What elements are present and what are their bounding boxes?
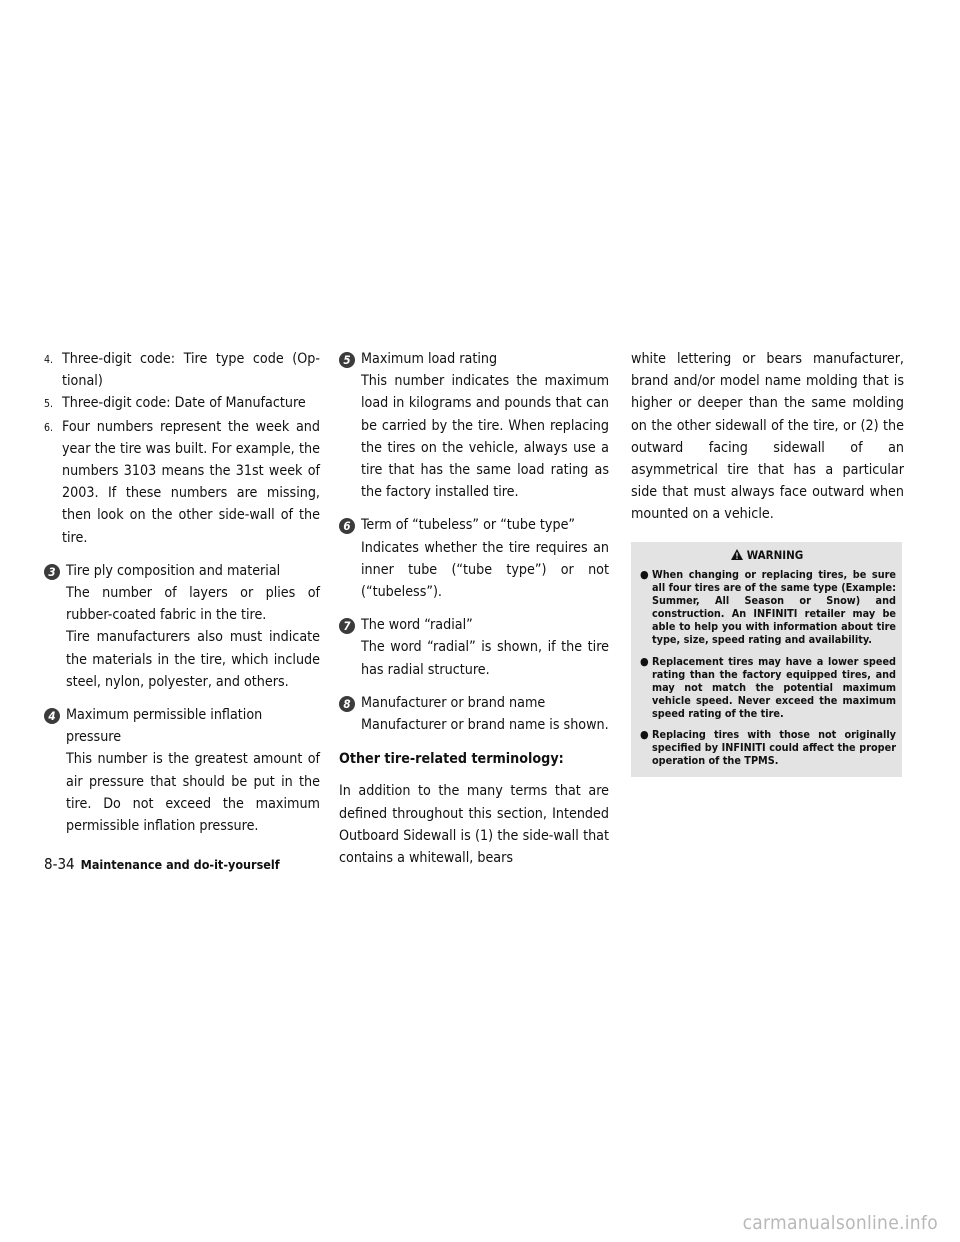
warning-box [631, 542, 902, 777]
column-left [44, 348, 320, 837]
label-item-8 [339, 692, 609, 736]
item-title: Term of “tubeless” or “tube type” [361, 517, 576, 534]
warning-triangle-icon [730, 548, 744, 561]
item-text: Indicates whether the tire requires an inner tube (“tube type”) or not (“tubeless”). [361, 539, 609, 601]
label-item-7 [339, 614, 609, 681]
item-title: Tire ply composition and material [66, 562, 281, 579]
item-text: This number indicates the maximum load in kilograms and pounds that can be carried by the tire. When replacing the tires on the vehicle, always use a tire that has the same load rating as the factory installed tire. [361, 373, 609, 501]
item-title: Maximum permissible inflation pressure [66, 707, 263, 746]
item-text: The number of layers or plies of rubber-coated fabric in the tire. [66, 585, 320, 624]
bullet: ● [640, 654, 649, 668]
label-item-5 [339, 348, 609, 503]
item-number: 5. [44, 398, 54, 411]
item-number: 4. [44, 354, 54, 366]
list-item: ● Replacing tires with those not originally specified by INFINITI could affect the proper operation of the TPMS. [640, 728, 896, 768]
item-title: The word “radial” [361, 617, 473, 634]
subheading: Other tire-related terminology: [339, 751, 564, 768]
list-item [44, 392, 320, 415]
circled-number-icon: 8 [339, 692, 361, 736]
warning-title: WARNING [631, 548, 902, 562]
label-item-6 [339, 514, 609, 603]
watermark: carmanualsonline.info [742, 1212, 938, 1234]
bullet: ● [640, 728, 649, 742]
bullet: ● [640, 568, 649, 581]
item-text: Manufacturer or brand name is shown. [361, 717, 609, 734]
circled-number-icon: 4 [44, 704, 66, 837]
label-item-4 [44, 704, 320, 837]
body-paragraph: In addition to the many terms that are defined throughout this section, Intended Outboard Sidewall is (1) the side-wall that contains a whitewall, bears [339, 783, 609, 867]
item-text: Three-digit code: Tire type code (Op- tional) [62, 351, 320, 390]
list-item: ● Replacement tires may have a lower speed rating than the factory equipped tires, and may not match the potential maximum vehicle speed. Never exceed the maximum speed rating of the tire. [640, 654, 896, 720]
column-middle [339, 348, 609, 869]
column-right [631, 348, 904, 560]
label-item-3 [44, 560, 320, 693]
list-item [44, 416, 320, 549]
page-number: 8-34 [44, 855, 75, 873]
circled-number-icon: 7 [339, 614, 361, 681]
warning-list [631, 568, 902, 767]
circled-number-icon: 6 [339, 514, 361, 603]
circled-number-icon: 5 [339, 348, 361, 503]
page-footer [44, 855, 280, 873]
item-title: Maximum load rating [361, 351, 498, 367]
circled-number-icon: 3 [44, 560, 66, 693]
item-text: The word “radial” is shown, if the tire has radial structure. [361, 639, 609, 678]
item-text: This number is the greatest amount of air pressure that should be put in the tire. Do not exceed the maximum permissible inflation pressure. [66, 751, 320, 835]
list-item: ● When changing or replacing tires, be sure all four tires are of the same type (Example: Summer, All Season or Snow) and construction. An INFINITI retailer may be able to help you with information about tire type, size, speed rating and availability. [640, 568, 896, 647]
item-title: Manufacturer or brand name [361, 694, 546, 711]
body-paragraph: white lettering or bears manufacturer, brand and/or model name molding that is higher or deeper than the same molding on the other sidewall of the tire, or (2) the outward facing sidewall of an asymmetrical tire that has a particular side that must always face outward when mounted on a vehicle. [631, 351, 904, 523]
item-text: Tire manufacturers also must indicate the materials in the tire, which include steel, nylon, polyester, and others. [66, 629, 320, 690]
item-text: Three-digit code: Date of Manufacture [62, 395, 306, 412]
list-item [44, 348, 320, 392]
section-title: Maintenance and do-it-yourself [80, 857, 280, 872]
item-number: 6. [44, 421, 54, 434]
item-text: Four numbers represent the week and year the tire was built. For example, the numbers 3103 means the 31st week of 2003. If these numbers are missing, then look on the other side-wall of the tire. [62, 418, 320, 546]
